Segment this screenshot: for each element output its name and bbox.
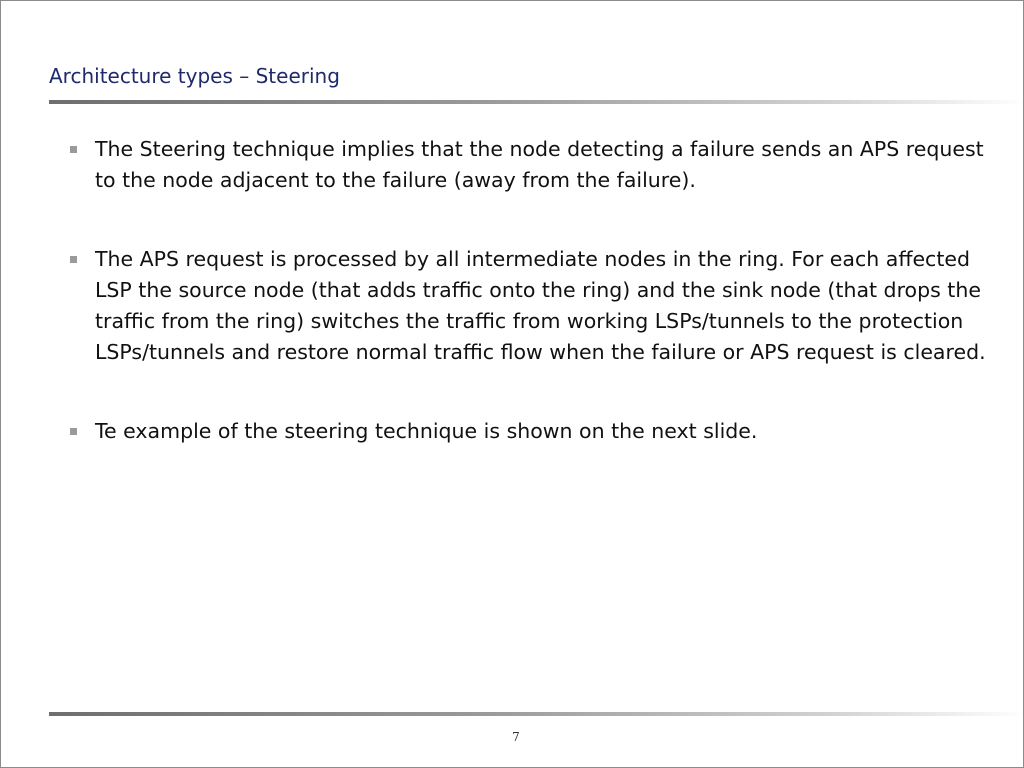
square-bullet-icon xyxy=(70,428,77,435)
bullet-text: The Steering technique implies that the node detecting a failure sends an APS request to the node adjacent to the failure (away from the failure). xyxy=(95,137,984,192)
bullet-item xyxy=(69,244,989,368)
bullet-text: Te example of the steering technique is shown on the next slide. xyxy=(95,419,758,443)
title-divider xyxy=(49,100,1024,104)
footer-divider xyxy=(49,712,1024,716)
page-number: 7 xyxy=(512,730,520,744)
square-bullet-icon xyxy=(70,146,77,153)
bullet-item xyxy=(69,134,989,196)
bullet-item xyxy=(69,416,989,447)
square-bullet-icon xyxy=(70,256,77,263)
bullet-list xyxy=(69,134,989,447)
slide-title: Architecture types – Steering xyxy=(49,64,340,88)
bullet-text: The APS request is processed by all intermediate nodes in the ring. For each affected LSP the source node (that adds traffic onto the ring) and the sink node (that drops the traffic from the ring) switches the traffic from working LSPs/tunnels to the protection LSPs/tunnels and restore normal traffic flow when the failure or APS request is cleared. xyxy=(95,247,986,364)
